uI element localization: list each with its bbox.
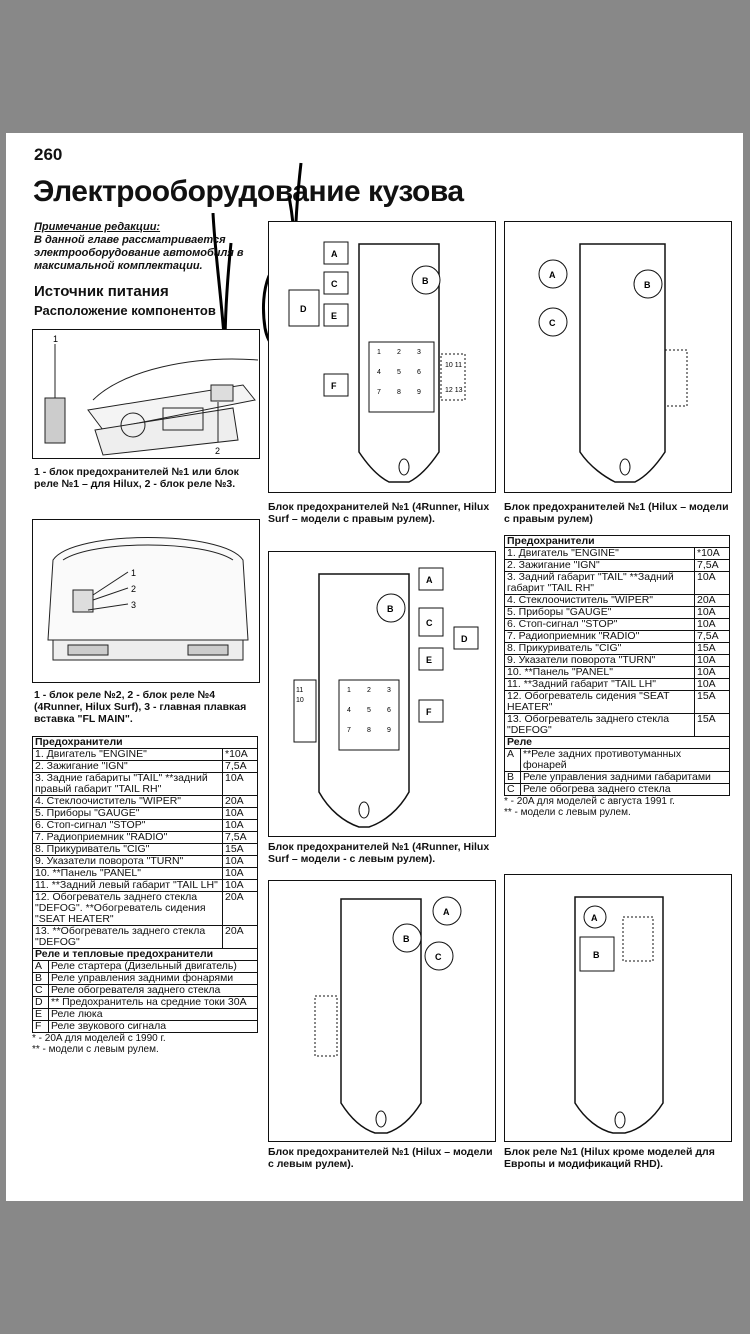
svg-text:C: C (435, 952, 442, 962)
table-cell: 1. Двигатель "ENGINE" (33, 749, 223, 761)
table-row (33, 808, 258, 820)
table-row (33, 796, 258, 808)
table-row (505, 749, 730, 772)
table-row (505, 631, 730, 643)
table-cell: 10A (695, 667, 730, 679)
table-cell: 7. Радиоприемник "RADIO" (505, 631, 695, 643)
dashboard-illustration (33, 330, 259, 458)
table-cell: 10. **Панель "PANEL" (505, 667, 695, 679)
table-row (505, 667, 730, 679)
relay-box-diagram (504, 874, 732, 1142)
svg-text:11: 11 (296, 687, 304, 694)
table-cell: Реле звукового сигнала (49, 1021, 258, 1033)
svg-text:A: A (331, 249, 338, 259)
svg-text:7: 7 (377, 389, 381, 396)
table-cell: 4. Стеклоочиститель "WIPER" (505, 595, 695, 607)
svg-text:1: 1 (377, 349, 381, 356)
table-cell: Реле люка (49, 1009, 258, 1021)
dashboard-label-1: 1 (53, 334, 59, 344)
table-cell: D (33, 997, 49, 1009)
table-cell: 7,5A (223, 761, 258, 773)
svg-text:A: A (443, 907, 450, 917)
svg-text:5: 5 (367, 707, 371, 714)
table-cell: 10A (695, 607, 730, 619)
table-row (505, 595, 730, 607)
svg-text:4: 4 (377, 369, 381, 376)
table-cell: 10A (695, 679, 730, 691)
table-cell: 3. Задний габарит "TAIL" **Задний габарит "TAIL RH" (505, 572, 695, 595)
table-cell: Реле стартера (Дизельный двигатель) (49, 961, 258, 973)
relay-table-right (504, 748, 730, 796)
table-cell: 6. Стоп-сигнал "STOP" (505, 619, 695, 631)
table-cell: 10A (695, 572, 730, 595)
relay-table-heading: Реле и тепловые предохранители (33, 949, 258, 961)
table-cell: F (33, 1021, 49, 1033)
relay-box-drawing (505, 875, 731, 1141)
table-cell: 15A (223, 844, 258, 856)
table-row (33, 961, 258, 973)
table-cell: *10A (223, 749, 258, 761)
table-cell: 9. Указатели поворота "TURN" (505, 655, 695, 667)
table-row (33, 880, 258, 892)
fuse-box-diagram-1 (268, 221, 496, 493)
figure-dashboard (32, 329, 260, 459)
table-cell: 10. **Панель "PANEL" (33, 868, 223, 880)
table-cell: C (33, 985, 49, 997)
engine-bay-label-2: 2 (131, 584, 137, 594)
fuse-box-diagram-3 (268, 551, 496, 837)
svg-text:A: A (549, 270, 556, 280)
table-cell: 15A (695, 691, 730, 714)
table-row (33, 749, 258, 761)
table-row (505, 772, 730, 784)
table-cell: *10A (695, 548, 730, 560)
table-cell: B (505, 772, 521, 784)
svg-text:D: D (300, 304, 307, 314)
svg-text:F: F (331, 381, 337, 391)
svg-text:B: B (403, 934, 410, 944)
svg-text:1: 1 (347, 687, 351, 694)
fuse-box-diagram-2-caption: Блок предохранителей №1 (Hilux – модели с правым рулем) (504, 501, 729, 525)
table-cell: 20A (223, 926, 258, 949)
table-cell: 15A (695, 643, 730, 655)
fuse-table-right (504, 535, 730, 818)
figure-engine-bay (32, 519, 260, 683)
svg-text:2: 2 (367, 687, 371, 694)
table-row (33, 820, 258, 832)
footnote: * - 20A для моделей с 1990 г. (32, 1033, 166, 1044)
table-cell: 10A (223, 773, 258, 796)
table-cell: A (33, 961, 49, 973)
table-cell: 13. **Обогреватель заднего стекла "DEFOG" (33, 926, 223, 949)
svg-text:D: D (461, 634, 468, 644)
table-cell: 5. Приборы "GAUGE" (33, 808, 223, 820)
engine-bay-illustration (33, 520, 259, 682)
svg-text:C: C (549, 318, 556, 328)
footnote: ** - модели с левым рулем. (504, 807, 631, 818)
table-cell: 11. **Задний габарит "TAIL LH" (505, 679, 695, 691)
svg-text:4: 4 (347, 707, 351, 714)
table-cell: 13. Обогреватель заднего стекла "DEFOG" (505, 714, 695, 737)
section-heading: Источник питания (34, 283, 169, 300)
engine-bay-label-1: 1 (131, 568, 137, 578)
fuse-table-left-fuses (32, 736, 258, 961)
svg-text:10 11: 10 11 (445, 362, 462, 369)
svg-text:C: C (331, 279, 338, 289)
svg-text:8: 8 (367, 727, 371, 734)
fuse-box-drawing (505, 222, 731, 492)
table-cell: 10A (223, 868, 258, 880)
svg-text:9: 9 (387, 727, 391, 734)
subsection-heading: Расположение компонентов (34, 303, 216, 318)
svg-text:6: 6 (387, 707, 391, 714)
relay-box-diagram-caption: Блок реле №1 (Hilux кроме моделей для Европы и модификаций RHD). (504, 1146, 715, 1170)
table-row (505, 691, 730, 714)
svg-text:B: B (593, 950, 600, 960)
table-cell: 10A (695, 619, 730, 631)
svg-text:B: B (644, 280, 651, 290)
table-cell: 7,5A (695, 631, 730, 643)
table-cell: B (33, 973, 49, 985)
table-cell: Реле управления задними габаритами (521, 772, 730, 784)
relay-table-left (32, 960, 258, 1033)
table-cell: 10A (695, 655, 730, 667)
figure-dashboard-caption: 1 - блок предохранителей №1 или блок реле №1 – для Hilux, 2 - блок реле №3. (34, 466, 239, 490)
table-cell: 4. Стеклоочиститель "WIPER" (33, 796, 223, 808)
table-cell: 12. Обогреватель сидения "SEAT HEATER" (505, 691, 695, 714)
fuse-table-left (32, 736, 258, 1055)
svg-text:3: 3 (417, 349, 421, 356)
svg-text:A: A (591, 913, 598, 923)
svg-text:12 13: 12 13 (445, 387, 463, 394)
svg-text:E: E (331, 311, 338, 321)
table-row (33, 1009, 258, 1021)
table-cell: 7,5A (223, 832, 258, 844)
table-row (505, 784, 730, 796)
table-row (33, 832, 258, 844)
svg-text:9: 9 (417, 389, 421, 396)
table-row (33, 856, 258, 868)
fuse-box-diagram-3-caption: Блок предохранителей №1 (4Runner, Hilux Surf – модели - с левым рулем). (268, 841, 490, 865)
table-row (33, 1021, 258, 1033)
dashboard-label-2: 2 (215, 446, 221, 456)
fuse-table-heading: Предохранители (33, 737, 258, 749)
table-cell: 10A (223, 856, 258, 868)
table-cell: 3. Задние габариты "TAIL" **задний правый габарит "TAIL RH" (33, 773, 223, 796)
table-row (33, 868, 258, 880)
table-cell: 12. Обогреватель заднего стекла "DEFOG". **Обогреватель сидения "SEAT HEATER" (33, 892, 223, 926)
svg-text:B: B (387, 604, 394, 614)
table-row (33, 892, 258, 926)
table-cell: 20A (223, 892, 258, 926)
table-cell: 8. Прикуриватель "CIG" (505, 643, 695, 655)
table-row (505, 560, 730, 572)
svg-text:6: 6 (417, 369, 421, 376)
editor-note-text: В данной главе рассматривается электрооборудование автомобиля в максимальной комплектации. (34, 234, 244, 272)
document-page (6, 133, 743, 1201)
engine-bay-label-3: 3 (131, 600, 137, 610)
table-row (505, 619, 730, 631)
table-cell: 2. Зажигание "IGN" (505, 560, 695, 572)
table-cell: 20A (223, 796, 258, 808)
fuse-box-drawing (269, 881, 495, 1141)
svg-text:7: 7 (347, 727, 351, 734)
svg-text:8: 8 (397, 389, 401, 396)
table-row (505, 607, 730, 619)
svg-text:10: 10 (296, 697, 304, 704)
svg-text:2: 2 (397, 349, 401, 356)
page-title: Электрооборудование кузова (33, 175, 464, 208)
table-cell: 10A (223, 808, 258, 820)
table-cell: 11. **Задний левый габарит "TAIL LH" (33, 880, 223, 892)
table-cell: 20A (695, 595, 730, 607)
table-row (33, 773, 258, 796)
table-cell: ** Предохранитель на средние токи 30A (49, 997, 258, 1009)
relay-table-heading: Реле (505, 737, 730, 749)
svg-text:C: C (426, 618, 433, 628)
fuse-table-right-fuses (504, 535, 730, 749)
table-cell: E (33, 1009, 49, 1021)
fuse-table-heading: Предохранители (505, 536, 730, 548)
table-cell: 7,5A (695, 560, 730, 572)
fuse-box-diagram-1-caption: Блок предохранителей №1 (4Runner, Hilux Surf – модели с правым рулем). (268, 501, 490, 525)
svg-text:A: A (426, 575, 433, 585)
table-row (505, 679, 730, 691)
table-row (33, 761, 258, 773)
table-row (505, 643, 730, 655)
table-row (33, 844, 258, 856)
table-cell: **Реле задних противотуманных фонарей (521, 749, 730, 772)
footnote: ** - модели с левым рулем. (32, 1044, 159, 1055)
table-row (505, 714, 730, 737)
page-number: 260 (34, 145, 63, 164)
table-cell: 10A (223, 880, 258, 892)
figure-engine-bay-caption: 1 - блок реле №2, 2 - блок реле №4 (4Runner, Hilux Surf), 3 - главная плавкая вставка "FL MAIN". (34, 689, 247, 725)
svg-text:B: B (422, 276, 429, 286)
table-row (505, 655, 730, 667)
fuse-box-drawing (269, 222, 495, 492)
table-cell: 8. Прикуриватель "CIG" (33, 844, 223, 856)
table-row (33, 973, 258, 985)
table-row (505, 572, 730, 595)
table-row (505, 548, 730, 560)
table-row (33, 997, 258, 1009)
table-cell: Реле обогрева заднего стекла (521, 784, 730, 796)
table-cell: 15A (695, 714, 730, 737)
svg-text:F: F (426, 707, 432, 717)
fuse-box-diagram-2 (504, 221, 732, 493)
table-cell: 6. Стоп-сигнал "STOP" (33, 820, 223, 832)
editor-note-heading: Примечание редакции: (34, 221, 161, 233)
table-cell: Реле управления задними фонарями (49, 973, 258, 985)
table-cell: 7. Радиоприемник "RADIO" (33, 832, 223, 844)
fuse-box-diagram-4 (268, 880, 496, 1142)
svg-text:E: E (426, 655, 433, 665)
table-cell: 9. Указатели поворота "TURN" (33, 856, 223, 868)
footnote: * - 20A для моделей с августа 1991 г. (504, 796, 675, 807)
table-cell: A (505, 749, 521, 772)
svg-text:5: 5 (397, 369, 401, 376)
fuse-box-diagram-4-caption: Блок предохранителей №1 (Hilux – модели с левым рулем). (268, 1146, 493, 1170)
fuse-box-drawing (269, 552, 495, 836)
table-row (33, 926, 258, 949)
table-cell: C (505, 784, 521, 796)
table-cell: 1. Двигатель "ENGINE" (505, 548, 695, 560)
table-cell: 10A (223, 820, 258, 832)
svg-text:3: 3 (387, 687, 391, 694)
table-cell: 5. Приборы "GAUGE" (505, 607, 695, 619)
table-cell: 2. Зажигание "IGN" (33, 761, 223, 773)
table-cell: Реле обогревателя заднего стекла (49, 985, 258, 997)
table-row (33, 985, 258, 997)
